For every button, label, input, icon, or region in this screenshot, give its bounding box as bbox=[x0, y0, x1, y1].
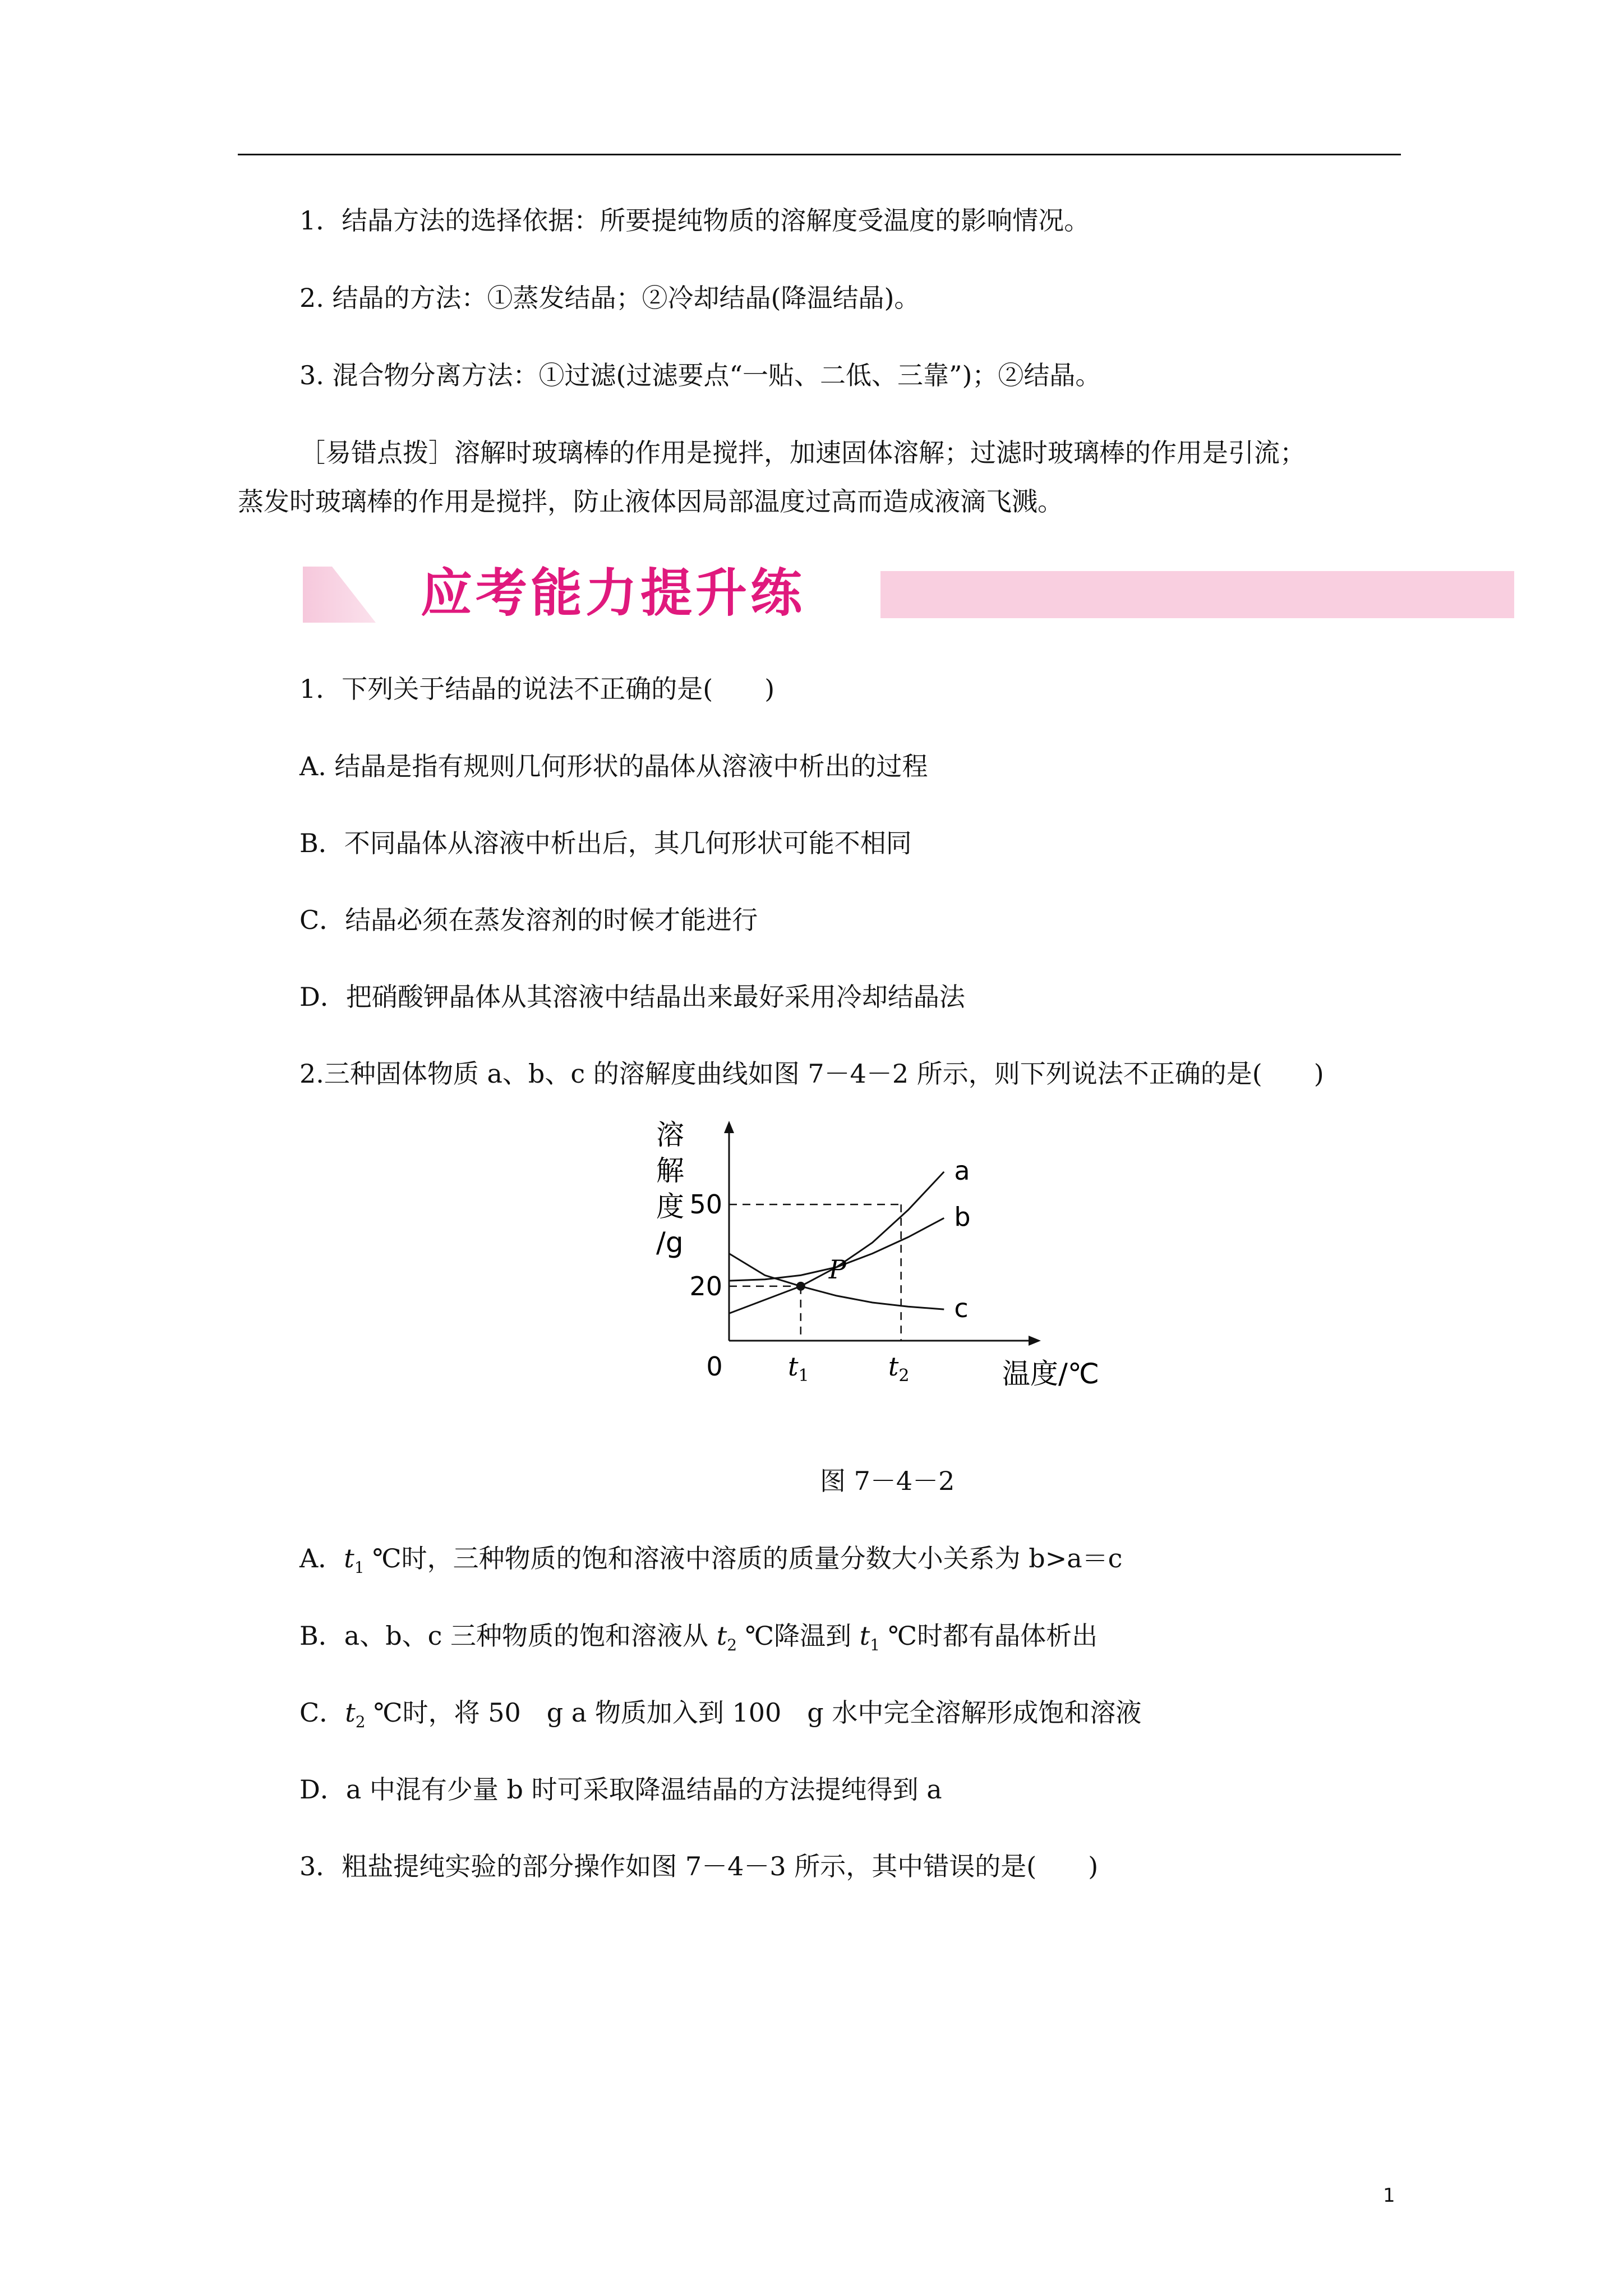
q2-option-b-mid: ℃降温到 bbox=[737, 1621, 860, 1651]
q2-option-a-prefix: A． bbox=[299, 1543, 344, 1573]
q3-stem: 3．粗盐提纯实验的部分操作如图 7－4－3 所示，其中错误的是( ) bbox=[299, 1851, 1099, 1881]
q1-option-c: C．结晶必须在蒸发溶剂的时候才能进行 bbox=[299, 905, 758, 935]
q2-option-c-sub: 2 bbox=[355, 1713, 366, 1732]
q2-option-a bbox=[299, 1542, 1122, 1585]
q2-option-b-pre: B．a、b、c 三种物质的饱和溶液从 bbox=[299, 1621, 717, 1651]
banner-right-bar bbox=[880, 571, 1514, 618]
x-axis-label: 温度/℃ bbox=[1002, 1358, 1099, 1390]
q1-stem: 1．下列关于结晶的说法不正确的是( ) bbox=[299, 674, 775, 704]
section-banner bbox=[303, 563, 1514, 623]
q1-option-d: D．把硝酸钾晶体从其溶液中结晶出来最好采用冷却结晶法 bbox=[299, 982, 965, 1012]
banner-left-shape bbox=[303, 567, 376, 623]
y-tick-20: 20 bbox=[689, 1271, 722, 1301]
page-number: 1 bbox=[1383, 2184, 1395, 2207]
q2-option-b-var1: t bbox=[716, 1621, 727, 1651]
q2-option-b-sub1: 2 bbox=[727, 1636, 737, 1655]
q2-option-c-prefix: C． bbox=[299, 1697, 345, 1728]
x-tick-t2: $t_2$ bbox=[888, 1351, 910, 1386]
q2-stem: 2.三种固体物质 a、b、c 的溶解度曲线如图 7－4－2 所示，则下列说法不正确的是( ) bbox=[299, 1059, 1324, 1089]
q2-option-b-text: ℃时都有晶体析出 bbox=[880, 1621, 1098, 1651]
series-label-b: b bbox=[954, 1202, 971, 1232]
note-1: 1．结晶方法的选择依据：所要提纯物质的溶解度受温度的影响情况。 bbox=[299, 205, 1090, 236]
q1-option-b: B．不同晶体从溶液中析出后，其几何形状可能不相同 bbox=[299, 828, 912, 858]
curve-a bbox=[729, 1172, 944, 1314]
q2-option-b-var2: t bbox=[859, 1621, 870, 1651]
q2-option-a-text: ℃时，三种物质的饱和溶液中溶质的质量分数大小关系为 b>a＝c bbox=[364, 1543, 1123, 1573]
series-label-a: a bbox=[954, 1155, 970, 1186]
q1-option-a: A. 结晶是指有规则几何形状的晶体从溶液中析出的过程 bbox=[299, 751, 928, 781]
q2-option-b-sub2: 1 bbox=[870, 1636, 880, 1655]
note-2: 2. 结晶的方法：①蒸发结晶；②冷却结晶(降温结晶)。 bbox=[299, 283, 920, 313]
y-axis-arrow bbox=[724, 1121, 734, 1133]
solubility-chart-svg bbox=[628, 1116, 1099, 1430]
q2-figure-caption: 图 7－4－2 bbox=[820, 1466, 955, 1496]
banner-title: 应考能力提升练 bbox=[421, 563, 806, 623]
note-3: 3. 混合物分离方法：①过滤(过滤要点“一贴、二低、三靠”)；②结晶。 bbox=[299, 360, 1101, 390]
y-axis-label-0: 溶 bbox=[656, 1119, 684, 1151]
q2-option-a-sub: 1 bbox=[354, 1558, 365, 1577]
note-tip-2: 蒸发时玻璃棒的作用是搅拌，防止液体因局部温度过高而造成液滴飞溅。 bbox=[238, 486, 1063, 517]
q2-option-c bbox=[299, 1696, 1141, 1739]
point-label-p: P bbox=[828, 1254, 846, 1285]
y-tick-50: 50 bbox=[689, 1189, 722, 1220]
q2-option-a-var: t bbox=[344, 1543, 354, 1573]
y-axis-label-2: 度 bbox=[656, 1190, 684, 1223]
intersection-point bbox=[796, 1282, 805, 1291]
q2-option-c-text: ℃时，将 50 g a 物质加入到 100 g 水中完全溶解形成饱和溶液 bbox=[365, 1697, 1142, 1728]
note-tip-1: ［易错点拨］溶解时玻璃棒的作用是搅拌，加速固体溶解；过滤时玻璃棒的作用是引流； bbox=[299, 438, 1306, 468]
origin-label: 0 bbox=[706, 1351, 723, 1382]
q2-option-b bbox=[299, 1619, 1098, 1662]
series-label-c: c bbox=[954, 1293, 969, 1324]
q2-option-d: D．a 中混有少量 b 时可采取降温结晶的方法提纯得到 a bbox=[299, 1774, 942, 1805]
header-rule bbox=[238, 154, 1401, 155]
q2-option-c-var: t bbox=[345, 1697, 356, 1728]
y-axis-label-3: /g bbox=[656, 1226, 684, 1259]
y-axis-label-1: 解 bbox=[656, 1154, 684, 1187]
x-tick-t1: $t_1$ bbox=[787, 1351, 809, 1386]
solubility-chart bbox=[628, 1116, 1099, 1430]
x-axis-arrow bbox=[1029, 1336, 1041, 1346]
